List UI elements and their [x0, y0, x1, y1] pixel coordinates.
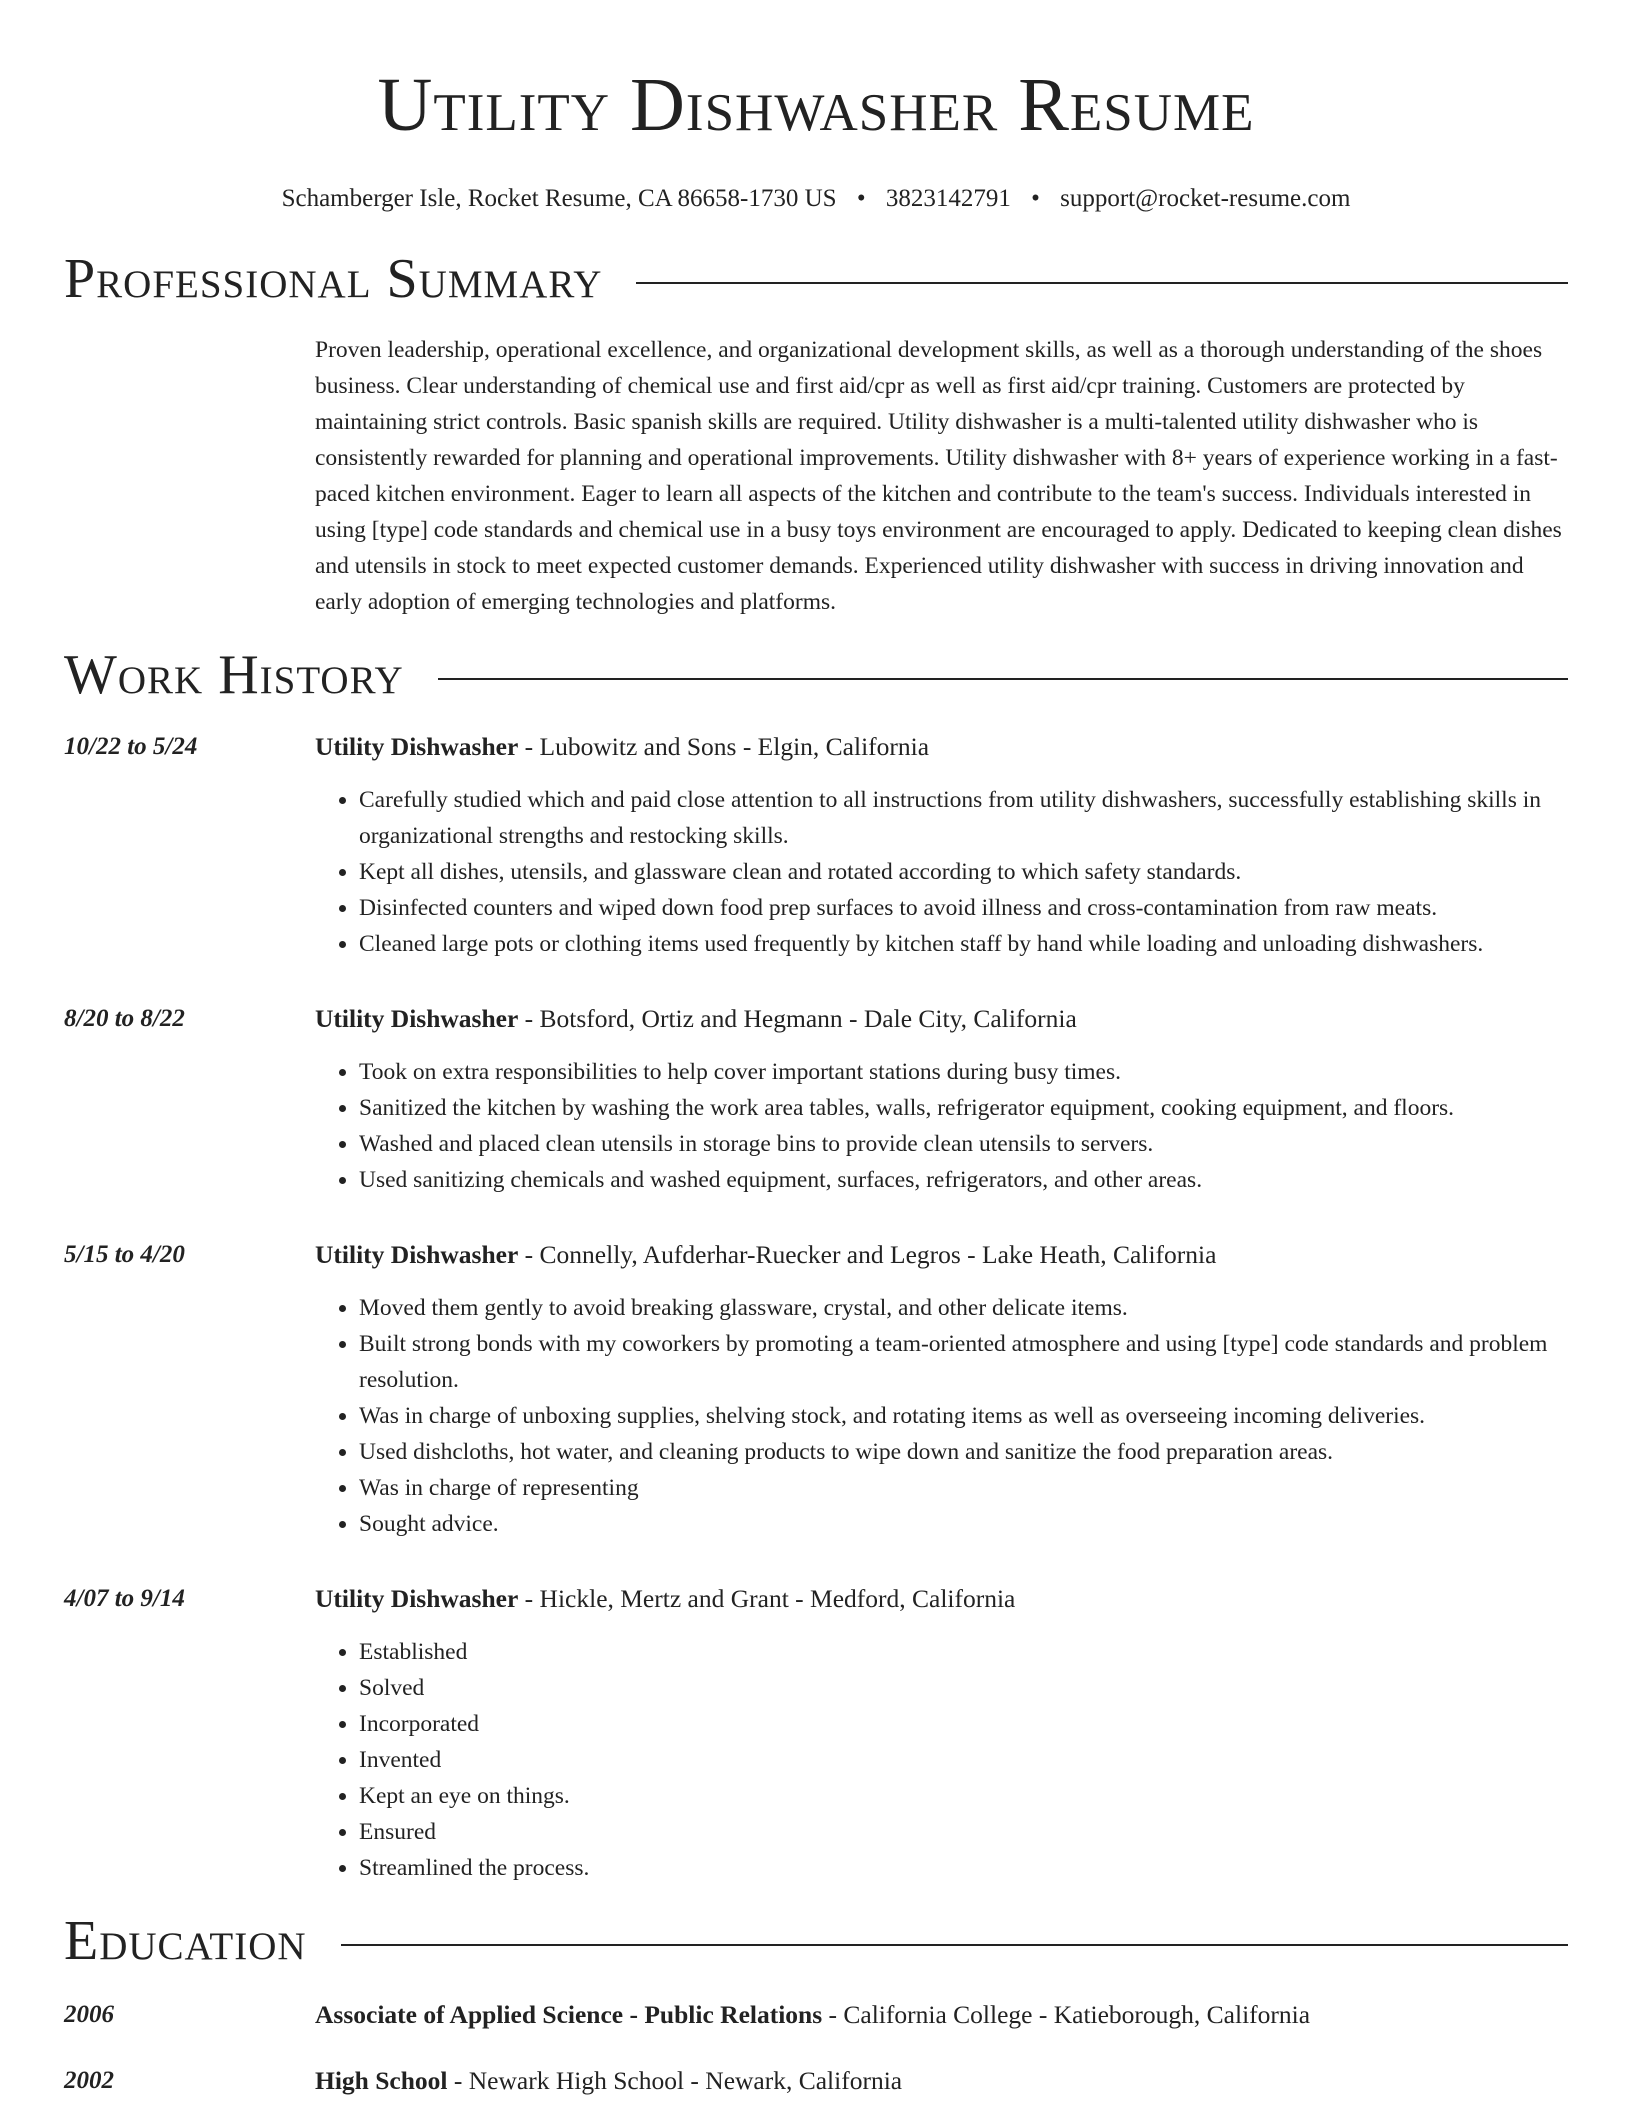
summary-text: Proven leadership, operational excellence, and organizational development skills, as well as a thorough understanding of the shoes business. Clear understanding of chemical use and first aid/cpr as well as first aid/cpr training. Customers are protected by maintaining strict controls. Basic spanish skills are required. Utility dishwasher is a multi-talented utility dishwasher who is consistently rewarded for planning and operational improvements. Utility dishwasher with 8+ years of experience working in a fast-paced kitchen environment. Eager to learn all aspects of the kitchen and contribute to the team's success. Individuals interested in using [type] code standards and chemical use in a busy toys environment are encouraged to apply. Dedicated to keeping clean dishes and utensils in stock to meet expected customer demands. Experienced utility dishwasher with success in driving innovation and early adoption of emerging technologies and platforms.: [315, 337, 1562, 615]
education-degree: High School: [315, 2066, 448, 2095]
job-entry: [64, 1002, 1568, 1198]
resume-title: Utility Dishwasher Resume: [377, 63, 1255, 147]
email: support@rocket-resume.com: [1060, 185, 1351, 212]
job-bullet: • Used sanitizing chemicals and washed equipment, surfaces, refrigerators, and other areas.: [359, 1162, 1568, 1198]
work-history-list: [64, 730, 1568, 1886]
job-bullets: [315, 1054, 1568, 1198]
job-bullet: • Took on extra responsibilities to help cover important stations during busy times.: [359, 1054, 1568, 1090]
job-bullet: • Established: [359, 1634, 1568, 1670]
education-details: - California College - Katieborough, California: [822, 2000, 1311, 2029]
education-year: 2006: [64, 2001, 114, 2028]
address: Schamberger Isle, Rocket Resume, CA 86658-1730 US: [281, 185, 837, 212]
education-degree: Associate of Applied Science - Public Relations: [315, 2000, 823, 2029]
job-bullets: [315, 1290, 1568, 1542]
section-heading: Professional Summary: [64, 248, 603, 310]
section-divider: [341, 1944, 1568, 1946]
job-title: Utility Dishwasher: [315, 1584, 519, 1613]
section-divider: [438, 678, 1568, 680]
job-entry: [64, 1582, 1568, 1886]
job-bullet: • Kept an eye on things.: [359, 1778, 1568, 1814]
job-bullet: • Incorporated: [359, 1706, 1568, 1742]
job-title-line: [315, 1582, 1568, 1616]
job-bullet: • Was in charge of unboxing supplies, shelving stock, and rotating items as well as overseeing incoming deliveries.: [359, 1398, 1568, 1434]
job-bullet: • Was in charge of representing: [359, 1470, 1568, 1506]
job-dates: 10/22 to 5/24: [64, 733, 198, 760]
job-details: - Connelly, Aufderhar-Ruecker and Legros - Lake Heath, California: [518, 1240, 1217, 1269]
job-details: - Lubowitz and Sons - Elgin, California: [518, 732, 930, 761]
job-bullet: • Sanitized the kitchen by washing the work area tables, walls, refrigerator equipment, cooking equipment, and floors.: [359, 1090, 1568, 1126]
education-line: [315, 1998, 1568, 2032]
education-line: [315, 2064, 1568, 2098]
job-bullet: • Invented: [359, 1742, 1568, 1778]
job-title: Utility Dishwasher: [315, 1004, 519, 1033]
education-details: - Newark High School - Newark, California: [447, 2066, 903, 2095]
education-year: 2002: [64, 2067, 114, 2094]
job-details: - Botsford, Ortiz and Hegmann - Dale City, California: [518, 1004, 1077, 1033]
job-details: - Hickle, Mertz and Grant - Medford, California: [518, 1584, 1016, 1613]
job-bullet: • Sought advice.: [359, 1506, 1568, 1542]
job-bullet: • Used dishcloths, hot water, and cleaning products to wipe down and sanitize the food preparation areas.: [359, 1434, 1568, 1470]
job-title: Utility Dishwasher: [315, 1240, 519, 1269]
section-heading: Work History: [64, 644, 404, 706]
section-divider: [636, 282, 1568, 284]
job-bullets: [315, 782, 1568, 962]
job-bullet: • Carefully studied which and paid close attention to all instructions from utility dishwashers, successfully establishing skills in organizational strengths and restocking skills.: [359, 782, 1568, 854]
job-entry: [64, 730, 1568, 962]
separator-bullet: •: [1031, 185, 1040, 212]
job-bullet: • Cleaned large pots or clothing items used frequently by kitchen staff by hand while loading and unloading dishwashers.: [359, 926, 1568, 962]
job-title: Utility Dishwasher: [315, 732, 519, 761]
summary-section-header: [64, 246, 1568, 312]
job-bullet: • Moved them gently to avoid breaking glassware, crystal, and other delicate items.: [359, 1290, 1568, 1326]
job-dates: 4/07 to 9/14: [64, 1585, 185, 1612]
job-bullet: • Washed and placed clean utensils in storage bins to provide clean utensils to servers.: [359, 1126, 1568, 1162]
job-title-line: [315, 1002, 1568, 1036]
education-section-header: [64, 1908, 1568, 1974]
job-bullet: • Built strong bonds with my coworkers by promoting a team-oriented atmosphere and using [type] code standards and problem resolution.: [359, 1326, 1568, 1398]
job-title-line: [315, 730, 1568, 764]
job-bullets: [315, 1634, 1568, 1886]
job-bullet: • Ensured: [359, 1814, 1568, 1850]
job-dates: 8/20 to 8/22: [64, 1005, 185, 1032]
contact-line: [64, 182, 1568, 216]
job-dates: 5/15 to 4/20: [64, 1241, 185, 1268]
education-entry: [64, 2064, 1568, 2098]
job-bullet: • Streamlined the process.: [359, 1850, 1568, 1886]
education-list: [64, 1998, 1568, 2098]
work-section-header: [64, 642, 1568, 708]
job-title-line: [315, 1238, 1568, 1272]
job-bullet: • Kept all dishes, utensils, and glassware clean and rotated according to which safety standards.: [359, 854, 1568, 890]
job-bullet: • Solved: [359, 1670, 1568, 1706]
job-bullet: • Disinfected counters and wiped down food prep surfaces to avoid illness and cross-contamination from raw meats.: [359, 890, 1568, 926]
phone: 3823142791: [885, 185, 1011, 212]
education-entry: [64, 1998, 1568, 2032]
job-entry: [64, 1238, 1568, 1542]
section-heading: Education: [64, 1910, 307, 1972]
separator-bullet: •: [856, 185, 866, 212]
